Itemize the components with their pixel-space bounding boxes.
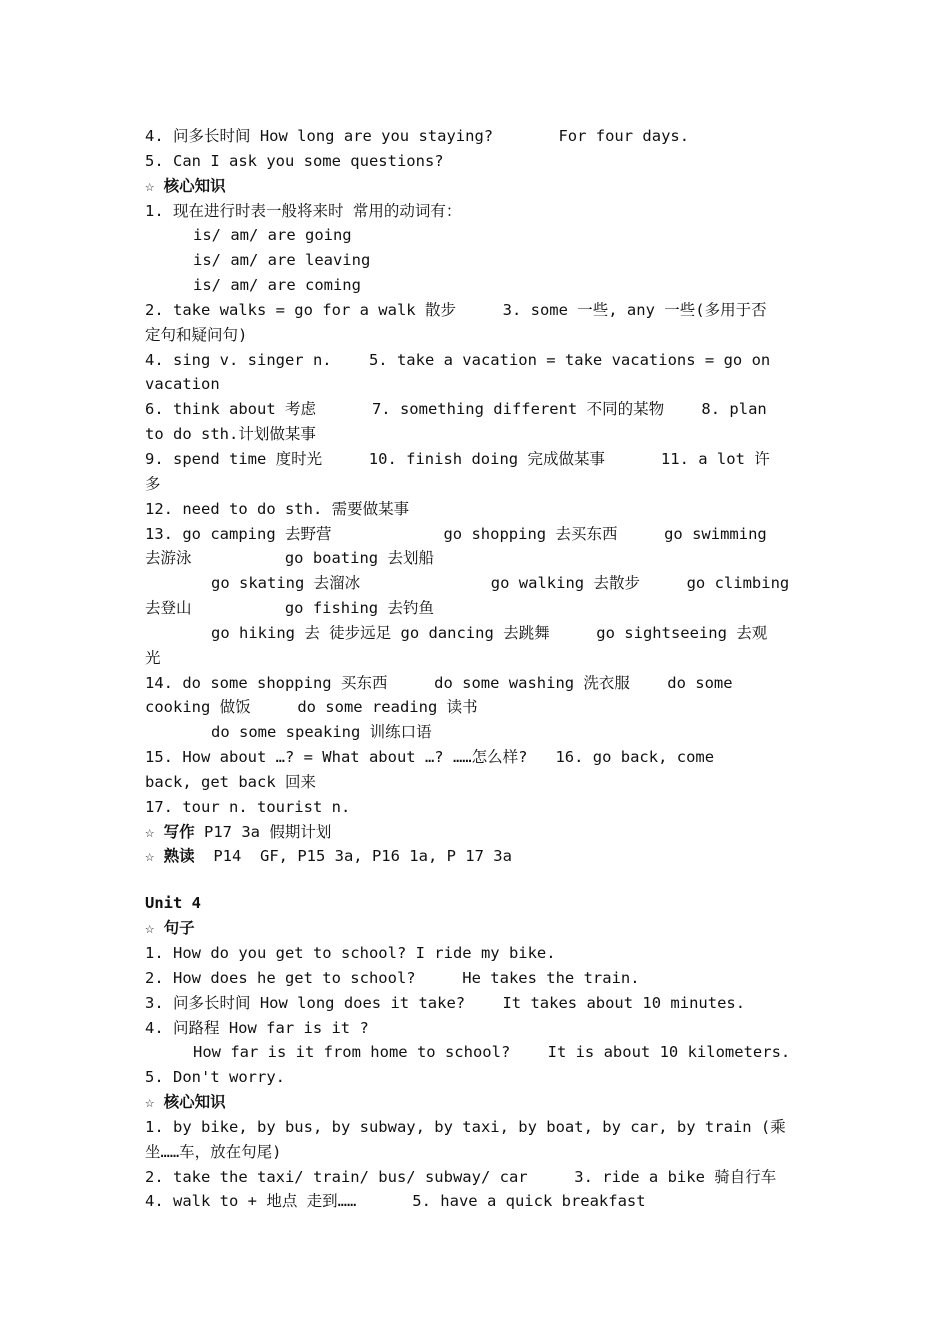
text-line: 4. walk to + 地点 走到…… 5. have a quick breakfast (145, 1192, 646, 1211)
text-line: 1. How do you get to school? I ride my bike. (145, 944, 556, 962)
text-line: 15. How about …? = What about …? ……怎么样? 16. go back, come (145, 748, 715, 767)
section-gap (145, 869, 815, 891)
text-line: 2. How does he get to school? He takes the train. (145, 968, 640, 987)
document-page (145, 124, 815, 1214)
text-line: go skating 去溜冰 go walking 去散步 go climbing (211, 574, 790, 593)
section-detail: P17 3a 假期计划 (194, 822, 332, 841)
text-line: is/ am/ are coming (193, 276, 361, 295)
text-line: 4. 问多长时间 How long are you staying? For four days. (145, 127, 690, 145)
text-line (145, 820, 815, 845)
section-detail: P14 GF, P15 3a, P16 1a, P 17 3a (194, 847, 512, 866)
section-heading: ☆ 核心知识 (145, 1093, 226, 1112)
text-line: 2. take walks = go for a walk 散步 3. some 一些, any 一些(多用于否 (145, 300, 767, 319)
text-line: 1. by bike, by bus, by subway, by taxi, by boat, by car, by train (乘 (145, 1117, 786, 1136)
text-line: 3. 问多长时间 How long does it take? It takes about 10 minutes. (145, 993, 746, 1012)
text-line: 4. 问路程 How far is it ? (145, 1018, 369, 1037)
text-line: is/ am/ are leaving (193, 251, 371, 270)
text-line: to do sth.计划做某事 (145, 425, 316, 444)
text-line: go hiking 去 徒步远足 go dancing 去跳舞 go sightseeing 去观 (211, 623, 768, 642)
text-line: vacation (145, 375, 220, 394)
text-line: How far is it from home to school? It is about 10 kilometers. (193, 1043, 791, 1062)
section-heading: ☆ 核心知识 (145, 176, 226, 195)
text-line: 光 (145, 648, 161, 667)
text-line: 去登山 go fishing 去钓鱼 (145, 599, 434, 618)
text-line: 1. 现在进行时表一般将来时 常用的动词有： (145, 201, 462, 220)
section-heading: ☆ 句子 (145, 919, 195, 938)
unit-3-notes (145, 124, 815, 869)
text-line: is/ am/ are going (193, 226, 352, 245)
text-line: 4. sing v. singer n. 5. take a vacation = take vacations = go on (145, 350, 771, 369)
text-line (145, 844, 815, 869)
text-line: do some speaking 训练口语 (211, 723, 432, 742)
unit-4-notes (145, 891, 815, 1214)
text-line: 17. tour n. tourist n. (145, 797, 351, 816)
text-line: 9. spend time 度时光 10. finish doing 完成做某事 11. a lot 许 (145, 449, 770, 468)
text-line: 坐……车，放在句尾) (145, 1142, 282, 1161)
text-line: 去游泳 go boating 去划船 (145, 549, 434, 568)
text-line: 6. think about 考虑 7. something different 不同的某物 8. plan (145, 400, 767, 419)
text-line: cooking 做饭 do some reading 读书 (145, 698, 478, 717)
text-line: 2. take the taxi/ train/ bus/ subway/ car 3. ride a bike 骑自行车 (145, 1167, 777, 1186)
section-label: ☆ 熟读 (145, 847, 195, 866)
text-line: 5. Can I ask you some questions? (145, 151, 444, 170)
text-line: 5. Don't worry. (145, 1068, 285, 1087)
text-line: 12. need to do sth. 需要做某事 (145, 499, 410, 518)
section-heading: Unit 4 (145, 894, 201, 913)
text-line: 多 (145, 474, 161, 493)
text-line: 14. do some shopping 买东西 do some washing 洗衣服 do some (145, 673, 733, 692)
text-line: back, get back 回来 (145, 772, 316, 791)
text-line: 13. go camping 去野营 go shopping 去买东西 go swimming (145, 524, 767, 543)
section-label: ☆ 写作 (145, 822, 195, 841)
text-line: 定句和疑问句) (145, 325, 248, 344)
